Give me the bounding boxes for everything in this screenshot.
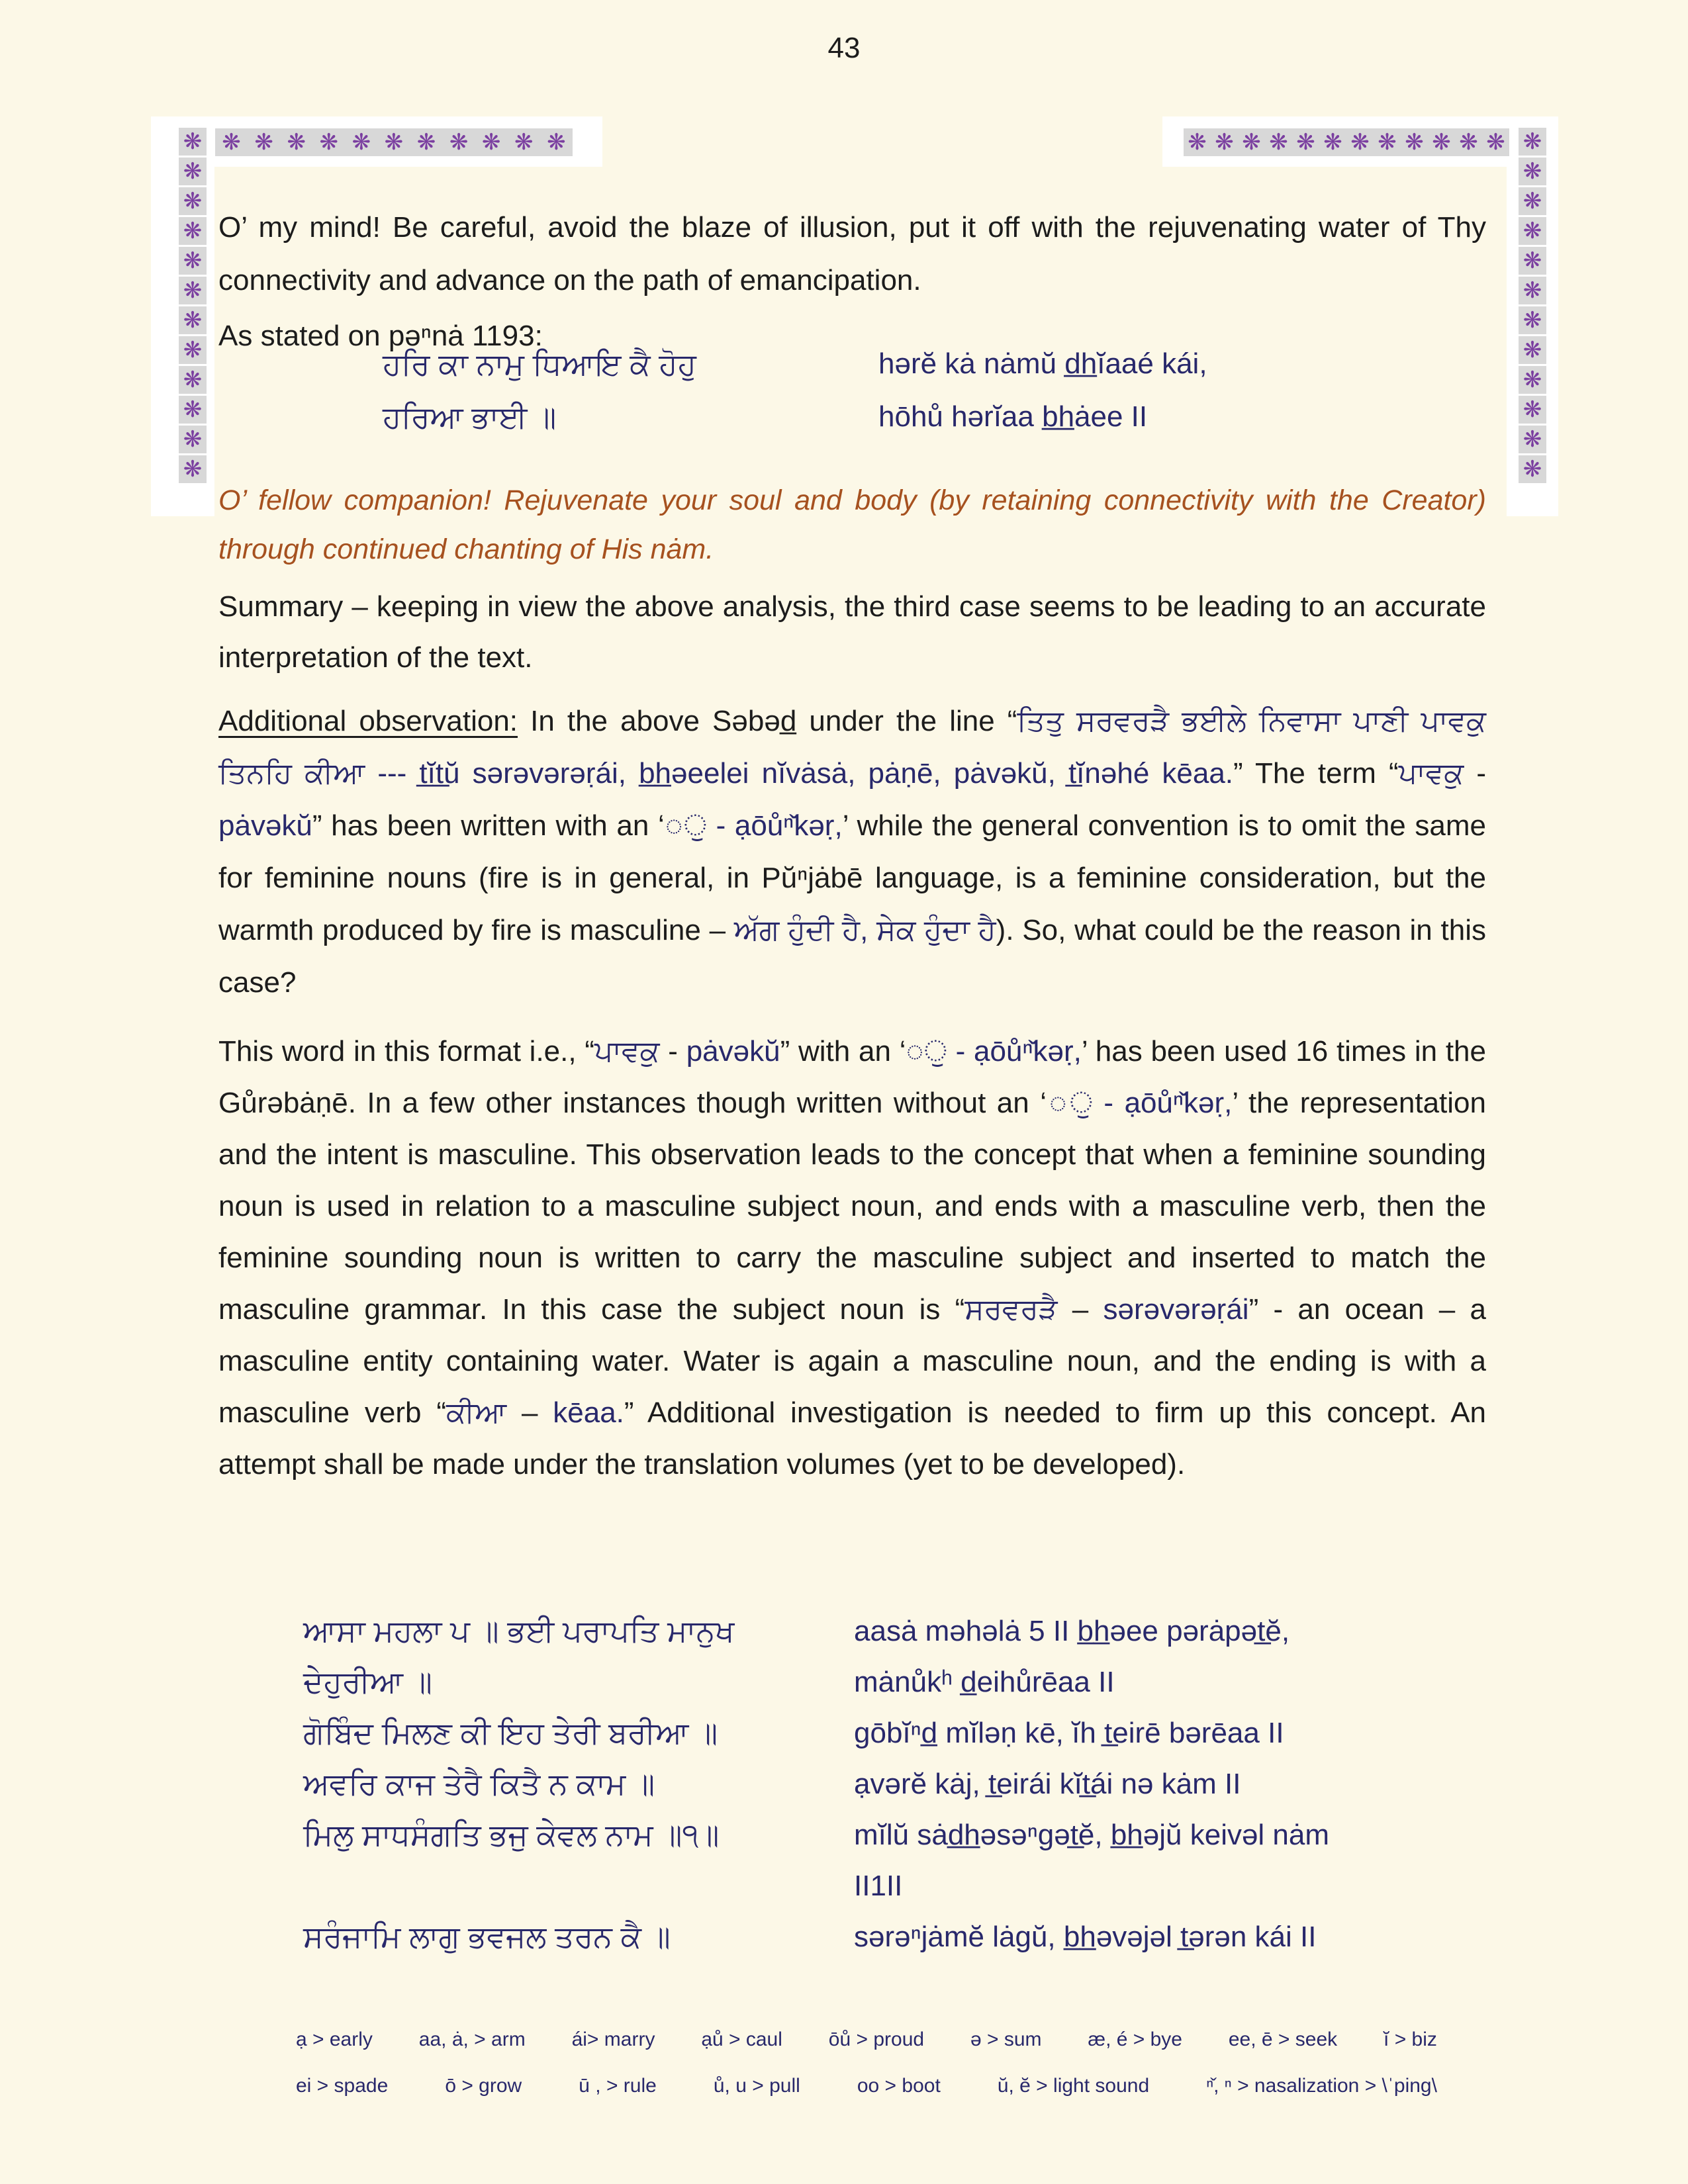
flower-ornament-icon: ❋	[1215, 130, 1234, 155]
text-segment-en: ” - an ocean – a masculine entity containing water. Water is again a masculine noun, and the ending is with a masculine verb “	[218, 1293, 1486, 1429]
text-segment-en: ” has been written with an ‘	[312, 809, 665, 842]
verse-row	[303, 1911, 1486, 1962]
transliteration-line: mĭlŭ sȧd̲h̲əsəⁿgət̲ĕ, b̲h̲əjŭ keivəl nȧm	[854, 1819, 1330, 1851]
flower-ornament-icon: ❋	[179, 247, 207, 275]
pronunciation-key-item: ei > spade	[296, 2075, 389, 2097]
flower-ornament-icon: ❋	[1296, 130, 1315, 155]
verse-row	[303, 1657, 1486, 1707]
flower-ornament-icon: ❋	[481, 130, 501, 155]
text-segment-en: ’ while the general convention is to omit the same for feminine nouns (fire is in general, in Pŭⁿjȧbē language, is a feminine consideration, but the warmth produced by fire is masculine –	[218, 809, 1486, 946]
flower-ornament-icon: ❋	[1519, 396, 1546, 424]
pronunciation-key	[296, 2026, 1437, 2099]
transliteration-line: mȧnůkʰ d̲eihůrēaa II	[854, 1666, 1115, 1698]
flower-ornament-icon: ❋	[1519, 128, 1546, 156]
flower-ornament-icon: ❋	[1519, 158, 1546, 185]
text-segment-gm: ਕੀਆ	[446, 1396, 507, 1429]
flower-ornament-icon: ❋	[1378, 130, 1397, 155]
ornament-column-right	[1519, 128, 1546, 483]
verse-row	[303, 1606, 1486, 1657]
text-segment-tr: sərəvərəṛái	[1103, 1293, 1249, 1326]
flower-ornament-icon: ❋	[1242, 130, 1261, 155]
text-segment-gm: ਪਾਵਕੁ	[594, 1035, 660, 1068]
flower-ornament-icon: ❋	[179, 426, 207, 453]
text-segment-en: -	[659, 1035, 686, 1068]
text-segment-gm: ਪਾਵਕੁ	[1398, 757, 1464, 790]
pronunciation-key-item: ōů > proud	[828, 2028, 925, 2050]
flower-ornament-icon: ❋	[1519, 306, 1546, 334]
verse-block-panna-1193	[383, 338, 1486, 443]
text-segment-tr: pȧvəkŭ	[218, 809, 312, 842]
ornament-row-right	[1184, 128, 1509, 156]
gurmukhi-line: ਮਿਲੁ ਸਾਧਸੰਗਤਿ ਭਜੁ ਕੇਵਲ ਨਾਮ ॥੧॥	[303, 1817, 720, 1852]
flower-ornament-icon: ❋	[547, 130, 566, 155]
transliteration-line: hōhů hərĭaa b̲h̲ȧee II	[878, 400, 1148, 433]
flower-ornament-icon: ❋	[1519, 277, 1546, 304]
pronunciation-key-item: æ, é > bye	[1088, 2028, 1182, 2050]
flower-ornament-icon: ❋	[179, 158, 207, 185]
paragraph-summary: Summary – keeping in view the above analysis, the third case seems to be leading to an accurate interpretation of the text.	[218, 590, 1486, 674]
verse-row	[303, 1758, 1486, 1809]
flower-ornament-icon: ❋	[179, 128, 207, 156]
pronunciation-key-item: ĭ > biz	[1383, 2028, 1437, 2050]
transliteration-line: II1II	[854, 1870, 903, 1902]
paragraph-this-word-analysis	[218, 1026, 1486, 1490]
verse-row	[383, 390, 1486, 443]
text-segment-tr: ◌ੁ - ạōůⁿ̌kəṛ,	[1047, 1087, 1233, 1119]
text-segment-tr: ◌ੁ - ạōůⁿ̌kəṛ,	[664, 809, 843, 842]
pronunciation-key-item: aa, ȧ, > arm	[418, 2028, 526, 2050]
flower-ornament-icon: ❋	[179, 455, 207, 483]
transliteration-line: sərəⁿjȧmĕ lȧgŭ, b̲h̲əvəjəl t̲ərən kái II	[854, 1921, 1317, 1953]
pronunciation-key-item: ạ > early	[296, 2028, 373, 2050]
flower-ornament-icon: ❋	[1459, 130, 1478, 155]
gurmukhi-line: ਦੇਹੁਰੀਆ ॥	[303, 1664, 432, 1699]
pronunciation-key-item: ō > grow	[445, 2075, 522, 2097]
flower-ornament-icon: ❋	[352, 130, 371, 155]
verse-block-aasa-mahala-5	[303, 1606, 1486, 1962]
pronunciation-key-row1	[296, 2026, 1437, 2053]
flower-ornament-icon: ❋	[222, 130, 241, 155]
flower-ornament-icon: ❋	[179, 396, 207, 424]
flower-ornament-icon: ❋	[1519, 217, 1546, 245]
flower-ornament-icon: ❋	[1188, 130, 1207, 155]
flower-ornament-icon: ❋	[1519, 247, 1546, 275]
verse-row	[303, 1809, 1486, 1860]
text-segment-tr: pȧvəkŭ	[686, 1035, 780, 1068]
pronunciation-key-row2	[296, 2073, 1437, 2099]
flower-ornament-icon: ❋	[1519, 455, 1546, 483]
text-segment-tr: kēaa.	[553, 1396, 624, 1429]
flower-ornament-icon: ❋	[179, 366, 207, 394]
text-segment-en: –	[1057, 1293, 1103, 1326]
flower-ornament-icon: ❋	[514, 130, 534, 155]
paragraph-additional-observation	[218, 695, 1486, 1009]
text-segment-gm: ਸਰਵਰੜੈ	[964, 1293, 1058, 1326]
ornament-column-left	[179, 128, 207, 483]
page-number: 43	[827, 32, 861, 64]
flower-ornament-icon: ❋	[1519, 366, 1546, 394]
pronunciation-key-item: oo > boot	[857, 2075, 941, 2097]
text-segment-en: ’ has been used 16 times in the Gůrəbȧṇē. In a few other instances though written without an ‘	[218, 1035, 1486, 1119]
text-segment-u: Additional observation:	[218, 705, 518, 737]
gurmukhi-line: ਆਸਾ ਮਹਲਾ ਪ ॥ ਭਈ ਪਰਾਪਤਿ ਮਾਨੁਖ	[303, 1614, 735, 1648]
flower-ornament-icon: ❋	[179, 336, 207, 364]
pronunciation-key-item: ái> marry	[571, 2028, 655, 2050]
flower-ornament-icon: ❋	[287, 130, 306, 155]
text-segment-gm: ਅੱਗ ਹੁੰਦੀ ਹੈ, ਸੇਕ ਹੁੰਦਾ ਹੈ	[733, 914, 996, 946]
gurmukhi-line: ਸਰੰਜਾਮਿ ਲਾਗੁ ਭਵਜਲ ਤਰਨ ਕੈ ॥	[303, 1919, 671, 1954]
flower-ornament-icon: ❋	[1350, 130, 1370, 155]
text-segment-en: ” Additional investigation is needed to firm up this concept. An attempt shall be made under the translation volumes (yet to be developed).	[218, 1396, 1487, 1480]
flower-ornament-icon: ❋	[1323, 130, 1342, 155]
gurmukhi-line: ਗੋਬਿੰਦ ਮਿਲਣ ਕੀ ਇਹ ਤੇਰੀ ਬਰੀਆ ॥	[303, 1715, 718, 1750]
text-segment-en: In the above Səbəd̲ under the line “	[518, 705, 1017, 737]
pronunciation-key-item: ə > sum	[970, 2028, 1042, 2050]
pronunciation-key-item: ŭ, ĕ > light sound	[997, 2075, 1150, 2097]
flower-ornament-icon: ❋	[319, 130, 339, 155]
text-segment-en: ). So, what could be the reason in this case?	[218, 914, 1486, 999]
flower-ornament-icon: ❋	[416, 130, 436, 155]
flower-ornament-icon: ❋	[1405, 130, 1424, 155]
transliteration-line: gōbĭⁿd̲ mĭləṇ kē, ĭh t̲eirē bərēaa II	[854, 1717, 1284, 1749]
pronunciation-key-item: ee, ē > seek	[1228, 2028, 1338, 2050]
transliteration-line: aasȧ məhəlȧ 5 II b̲h̲əee pərȧpət̲ĕ,	[854, 1615, 1290, 1647]
flower-ornament-icon: ❋	[179, 187, 207, 215]
text-segment-gm: ਤਿਤੁ ਸਰਵਰੜੈ ਭਈਲੇ ਨਿਵਾਸਾ ਪਾਣੀ ਪਾਵਕੁ ਤਿਨਹਿ ਕੀਆ	[218, 705, 1486, 790]
text-segment-tr: ◌ੁ - ạōůⁿ̌kəṛ,	[906, 1035, 1082, 1068]
flower-ornament-icon: ❋	[449, 130, 469, 155]
transliteration-line: hərĕ kȧ nȧmŭ d̲h̲ĭaaé kái,	[878, 347, 1207, 380]
pronunciation-key-item: ạů > caul	[701, 2028, 782, 2050]
ornament-row-left	[215, 128, 573, 156]
text-segment-tr: ---	[365, 757, 420, 790]
flower-ornament-icon: ❋	[1519, 187, 1546, 215]
text-segment-en: –	[506, 1396, 553, 1429]
text-segment-en: ” with an ‘	[780, 1035, 906, 1068]
verse-row	[383, 338, 1486, 390]
gurmukhi-line: ਅਵਰਿ ਕਾਜ ਤੇਰੈ ਕਿਤੈ ਨ ਕਾਮ ॥	[303, 1766, 655, 1801]
flower-ornament-icon: ❋	[179, 217, 207, 245]
pronunciation-key-item: ū , > rule	[579, 2075, 657, 2097]
text-segment-tr: t̲ĭt̲ŭ sərəvərəṛái, b̲h̲əeelei nĭvȧsȧ, pȧṇē, pȧvəkŭ, t̲ĭnəhé kēaa.	[419, 757, 1234, 790]
gurmukhi-line: ਹਰਿਆ ਭਾਈ ॥	[383, 400, 557, 434]
flower-ornament-icon: ❋	[254, 130, 273, 155]
text-segment-en: ’ the representation and the intent is masculine. This observation leads to the concept that when a feminine sounding noun is used in relation to a masculine subject noun, and ends with a masculine verb, then the feminine sounding noun is written to carry the masculine subject and inserted to match the masculine grammar. In this case the subject noun is “	[218, 1087, 1486, 1326]
flower-ornament-icon: ❋	[179, 306, 207, 334]
text-segment-en: This word in this format i.e., “	[218, 1035, 594, 1068]
flower-ornament-icon: ❋	[384, 130, 404, 155]
pronunciation-key-item: ⁿ̌, ⁿ > nasalization > \ˈping\	[1206, 2075, 1437, 2097]
verse-row	[303, 1860, 1486, 1911]
verse-row	[303, 1707, 1486, 1758]
paragraph-intro: O’ my mind! Be careful, avoid the blaze of illusion, put it off with the rejuvenating water of Thy connectivity and advance on the path of emancipation.	[218, 211, 1486, 296]
text-segment-en: ” The term “	[1233, 757, 1399, 790]
flower-ornament-icon: ❋	[1432, 130, 1451, 155]
flower-ornament-icon: ❋	[1519, 336, 1546, 364]
flower-ornament-icon: ❋	[179, 277, 207, 304]
pronunciation-key-item: ů, u > pull	[713, 2075, 800, 2097]
text-segment-en: -	[1464, 757, 1486, 790]
paragraph-translation-italic: O’ fellow companion! Rejuvenate your soul and body (by retaining connectivity with the Creator) through continued chanting of His nȧm.	[218, 484, 1486, 565]
flower-ornament-icon: ❋	[1519, 426, 1546, 453]
gurmukhi-line: ਹਰਿ ਕਾ ਨਾਮੁ ਧਿਆਇ ਕੈ ਹੋਹੁ	[383, 347, 696, 381]
flower-ornament-icon: ❋	[1486, 130, 1505, 155]
flower-ornament-icon: ❋	[1269, 130, 1288, 155]
paragraph-as-stated: As stated on pəⁿnȧ 1193:	[218, 320, 543, 352]
transliteration-line: ạvərĕ kȧj, t̲eirái kĭt̲ái nə kȧm II	[854, 1768, 1241, 1800]
